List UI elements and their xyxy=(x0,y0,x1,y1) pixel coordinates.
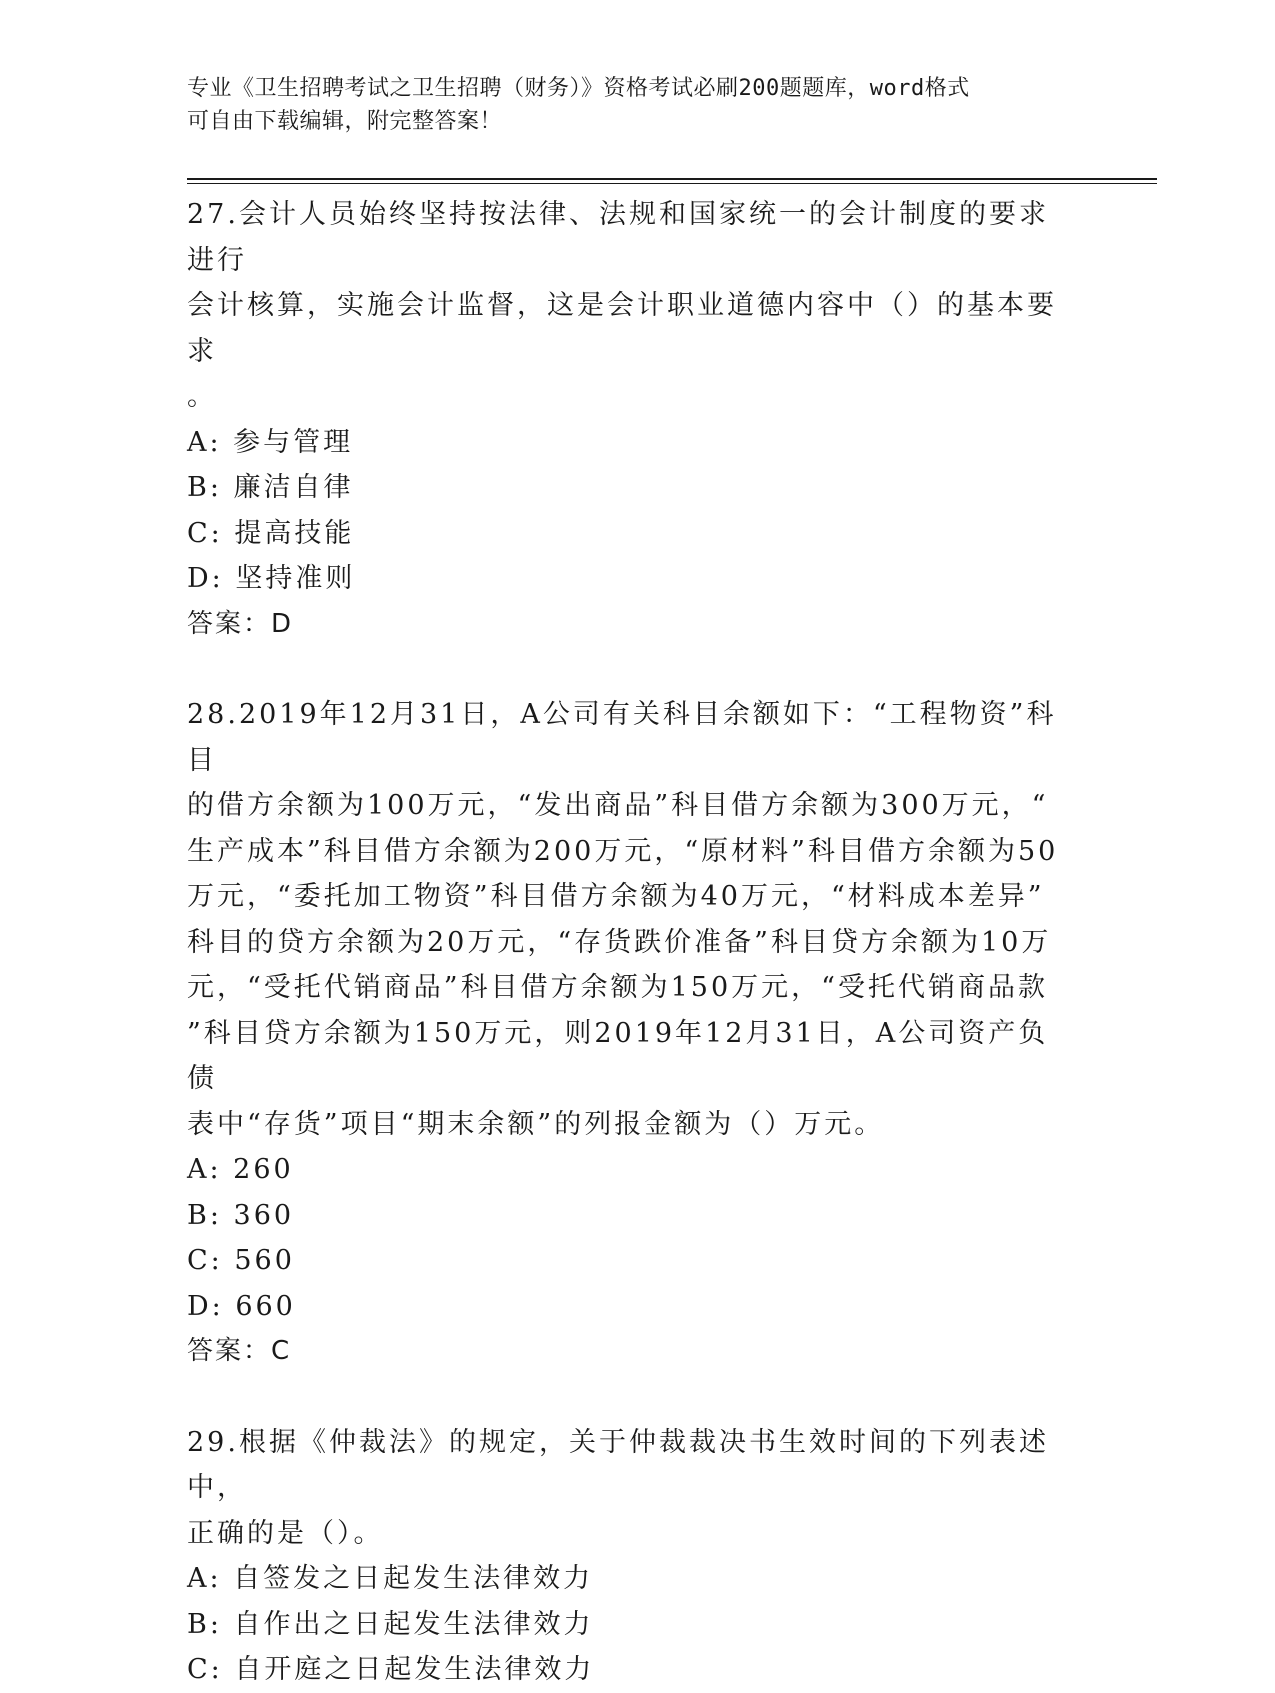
question-stem-line: 科目的贷方余额为20万元，“存货跌价准备”科目贷方余额为10万 xyxy=(187,926,1052,958)
option-c: C: 自开庭之日起发生法律效力 xyxy=(187,1654,595,1685)
question-stem-line: ”科目贷方余额为150万元，则2019年12月31日，A公司资产负债 xyxy=(187,1017,1049,1094)
option-a: A: 参与管理 xyxy=(187,426,354,458)
option-c: C: 560 xyxy=(187,1245,295,1276)
question-stem-line: 29.根据《仲裁法》的规定，关于仲裁裁决书生效时间的下列表述中， xyxy=(187,1426,1049,1503)
option-b: B: 360 xyxy=(187,1199,295,1231)
header-line-2: 可自由下载编辑，附完整答案！ xyxy=(187,109,503,134)
option-b: B: 廉洁自律 xyxy=(187,472,354,503)
header-divider-thick xyxy=(187,178,1157,180)
question-spacer xyxy=(187,1375,1072,1420)
option-b: B: 自作出之日起发生法律效力 xyxy=(187,1608,594,1640)
header-divider-thin xyxy=(187,183,1157,184)
question-29 xyxy=(187,1420,1072,1693)
option-a: A: 自签发之日起发生法律效力 xyxy=(187,1563,594,1594)
option-c: C: 提高技能 xyxy=(187,517,355,549)
question-stem-line: 生产成本”科目借方余额为200万元，“原材料”科目借方余额为50 xyxy=(187,835,1059,867)
option-d: D: 坚持准则 xyxy=(187,563,356,594)
question-stem-line: 表中“存货”项目“期末余额”的列报金额为（）万元。 xyxy=(187,1108,885,1140)
option-d: D: 660 xyxy=(187,1290,296,1322)
answer-label: 答案：D xyxy=(187,608,294,639)
question-stem-line: 会计核算，实施会计监督，这是会计职业道德内容中（）的基本要求 xyxy=(187,290,1057,367)
question-stem-line: 27.会计人员始终坚持按法律、法规和国家统一的会计制度的要求进行 xyxy=(187,199,1049,276)
document-header xyxy=(187,72,1067,138)
question-27 xyxy=(187,192,1072,647)
question-stem-line: 的借方余额为100万元，“发出商品”科目借方余额为300万元，“ xyxy=(187,790,1049,821)
question-stem-line: 。 xyxy=(187,381,217,412)
question-spacer xyxy=(187,647,1072,692)
question-28 xyxy=(187,692,1072,1375)
question-stem-line: 28.2019年12月31日，A公司有关科目余额如下：“工程物资”科目 xyxy=(187,699,1057,776)
header-line-1: 专业《卫生招聘考试之卫生招聘（财务）》资格考试必刷200题题库，word格式 xyxy=(187,76,970,101)
option-a: A: 260 xyxy=(187,1154,294,1185)
answer-label: 答案：C xyxy=(187,1336,292,1366)
question-stem-line: 万元，“委托加工物资”科目借方余额为40万元，“材料成本差异” xyxy=(187,881,1045,912)
question-stem-line: 正确的是（）。 xyxy=(187,1517,384,1549)
question-stem-line: 元，“受托代销商品”科目借方余额为150万元，“受托代销商品款 xyxy=(187,972,1048,1003)
question-list xyxy=(187,192,1072,1693)
